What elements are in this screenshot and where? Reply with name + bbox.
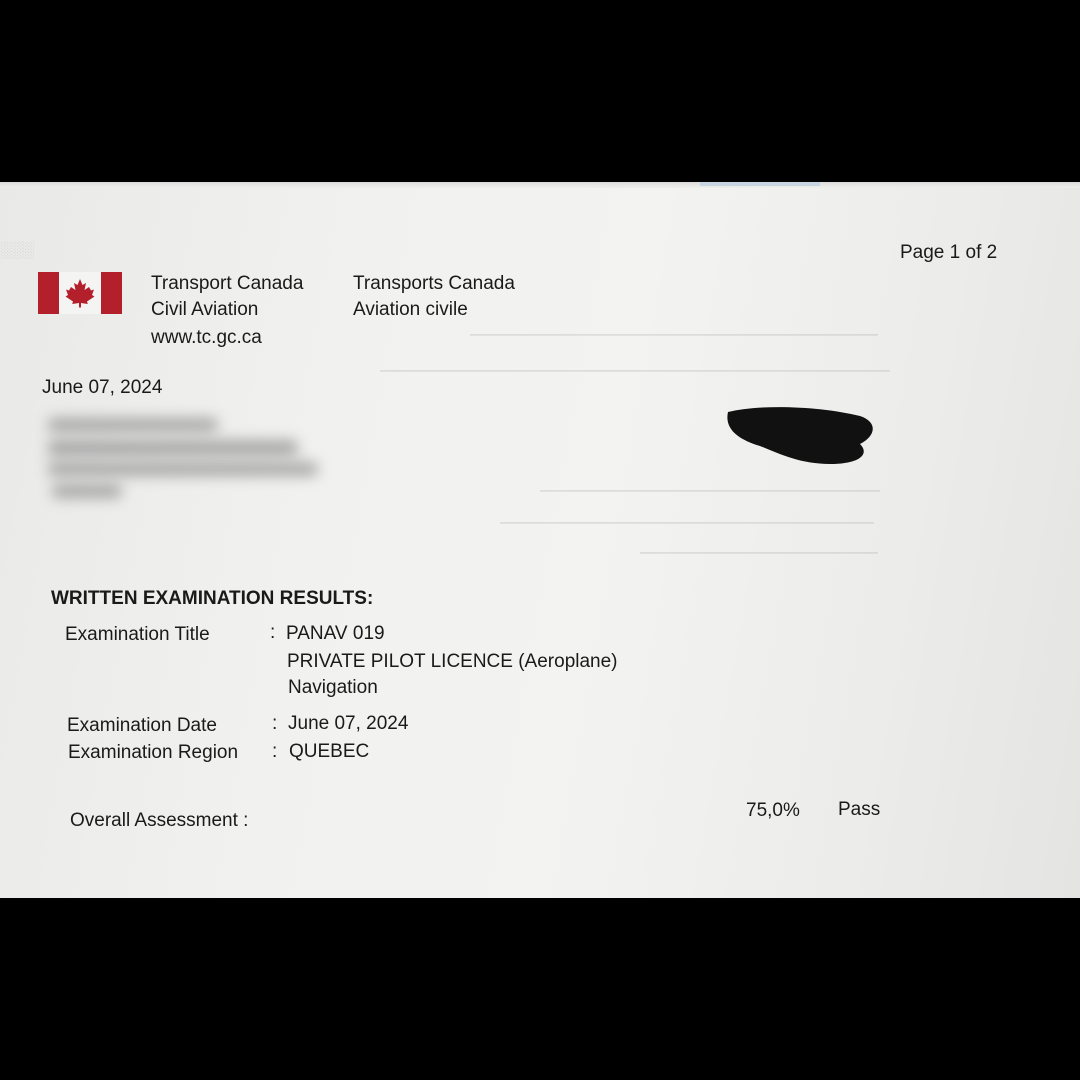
show-through-decoration: ――――――――――――――――――――――――――――――: [380, 360, 890, 379]
exam-title-colon: :: [270, 622, 276, 643]
exam-date-value: June 07, 2024: [288, 713, 409, 734]
paper-top-edge: [0, 182, 1080, 188]
org-name-en: Transport Canada: [151, 273, 304, 294]
exam-title-code: PANAV 019: [286, 623, 385, 644]
show-through-decoration: ░░░: [0, 242, 35, 259]
exam-region-value: QUEBEC: [289, 741, 370, 762]
exam-date-label: Examination Date: [67, 715, 217, 736]
maple-leaf-icon: [64, 278, 96, 308]
overall-result: Pass: [838, 799, 881, 820]
redaction-mark: [720, 402, 880, 472]
results-letter-page: [0, 182, 1080, 898]
exam-title-licence: PRIVATE PILOT LICENCE (Aeroplane): [287, 651, 618, 672]
letter-date: June 07, 2024: [42, 377, 163, 398]
exam-region-colon: :: [272, 741, 278, 762]
page-number: Page 1 of 2: [900, 242, 998, 263]
show-through-decoration: ――――――――――――――――――――――: [500, 512, 874, 531]
exam-title-label: Examination Title: [65, 624, 210, 645]
show-through-decoration: ――――――――――――――: [640, 542, 878, 561]
canada-flag-logo: [38, 272, 122, 314]
org-division-en: Civil Aviation: [151, 299, 259, 320]
show-through-decoration: ――――――――――――――――――――――――: [470, 324, 878, 343]
org-division-fr: Aviation civile: [353, 299, 468, 320]
exam-region-label: Examination Region: [68, 742, 239, 763]
overall-assessment-label: Overall Assessment :: [70, 810, 249, 831]
org-name-fr: Transports Canada: [353, 273, 515, 294]
org-website: www.tc.gc.ca: [151, 327, 262, 348]
paper-edge-strip: [700, 182, 820, 186]
exam-title-subject: Navigation: [288, 677, 378, 698]
exam-date-colon: :: [272, 713, 278, 734]
overall-score: 75,0%: [746, 800, 800, 821]
results-heading: WRITTEN EXAMINATION RESULTS:: [51, 588, 374, 609]
show-through-decoration: ――――――――――――――――――――: [540, 480, 880, 499]
